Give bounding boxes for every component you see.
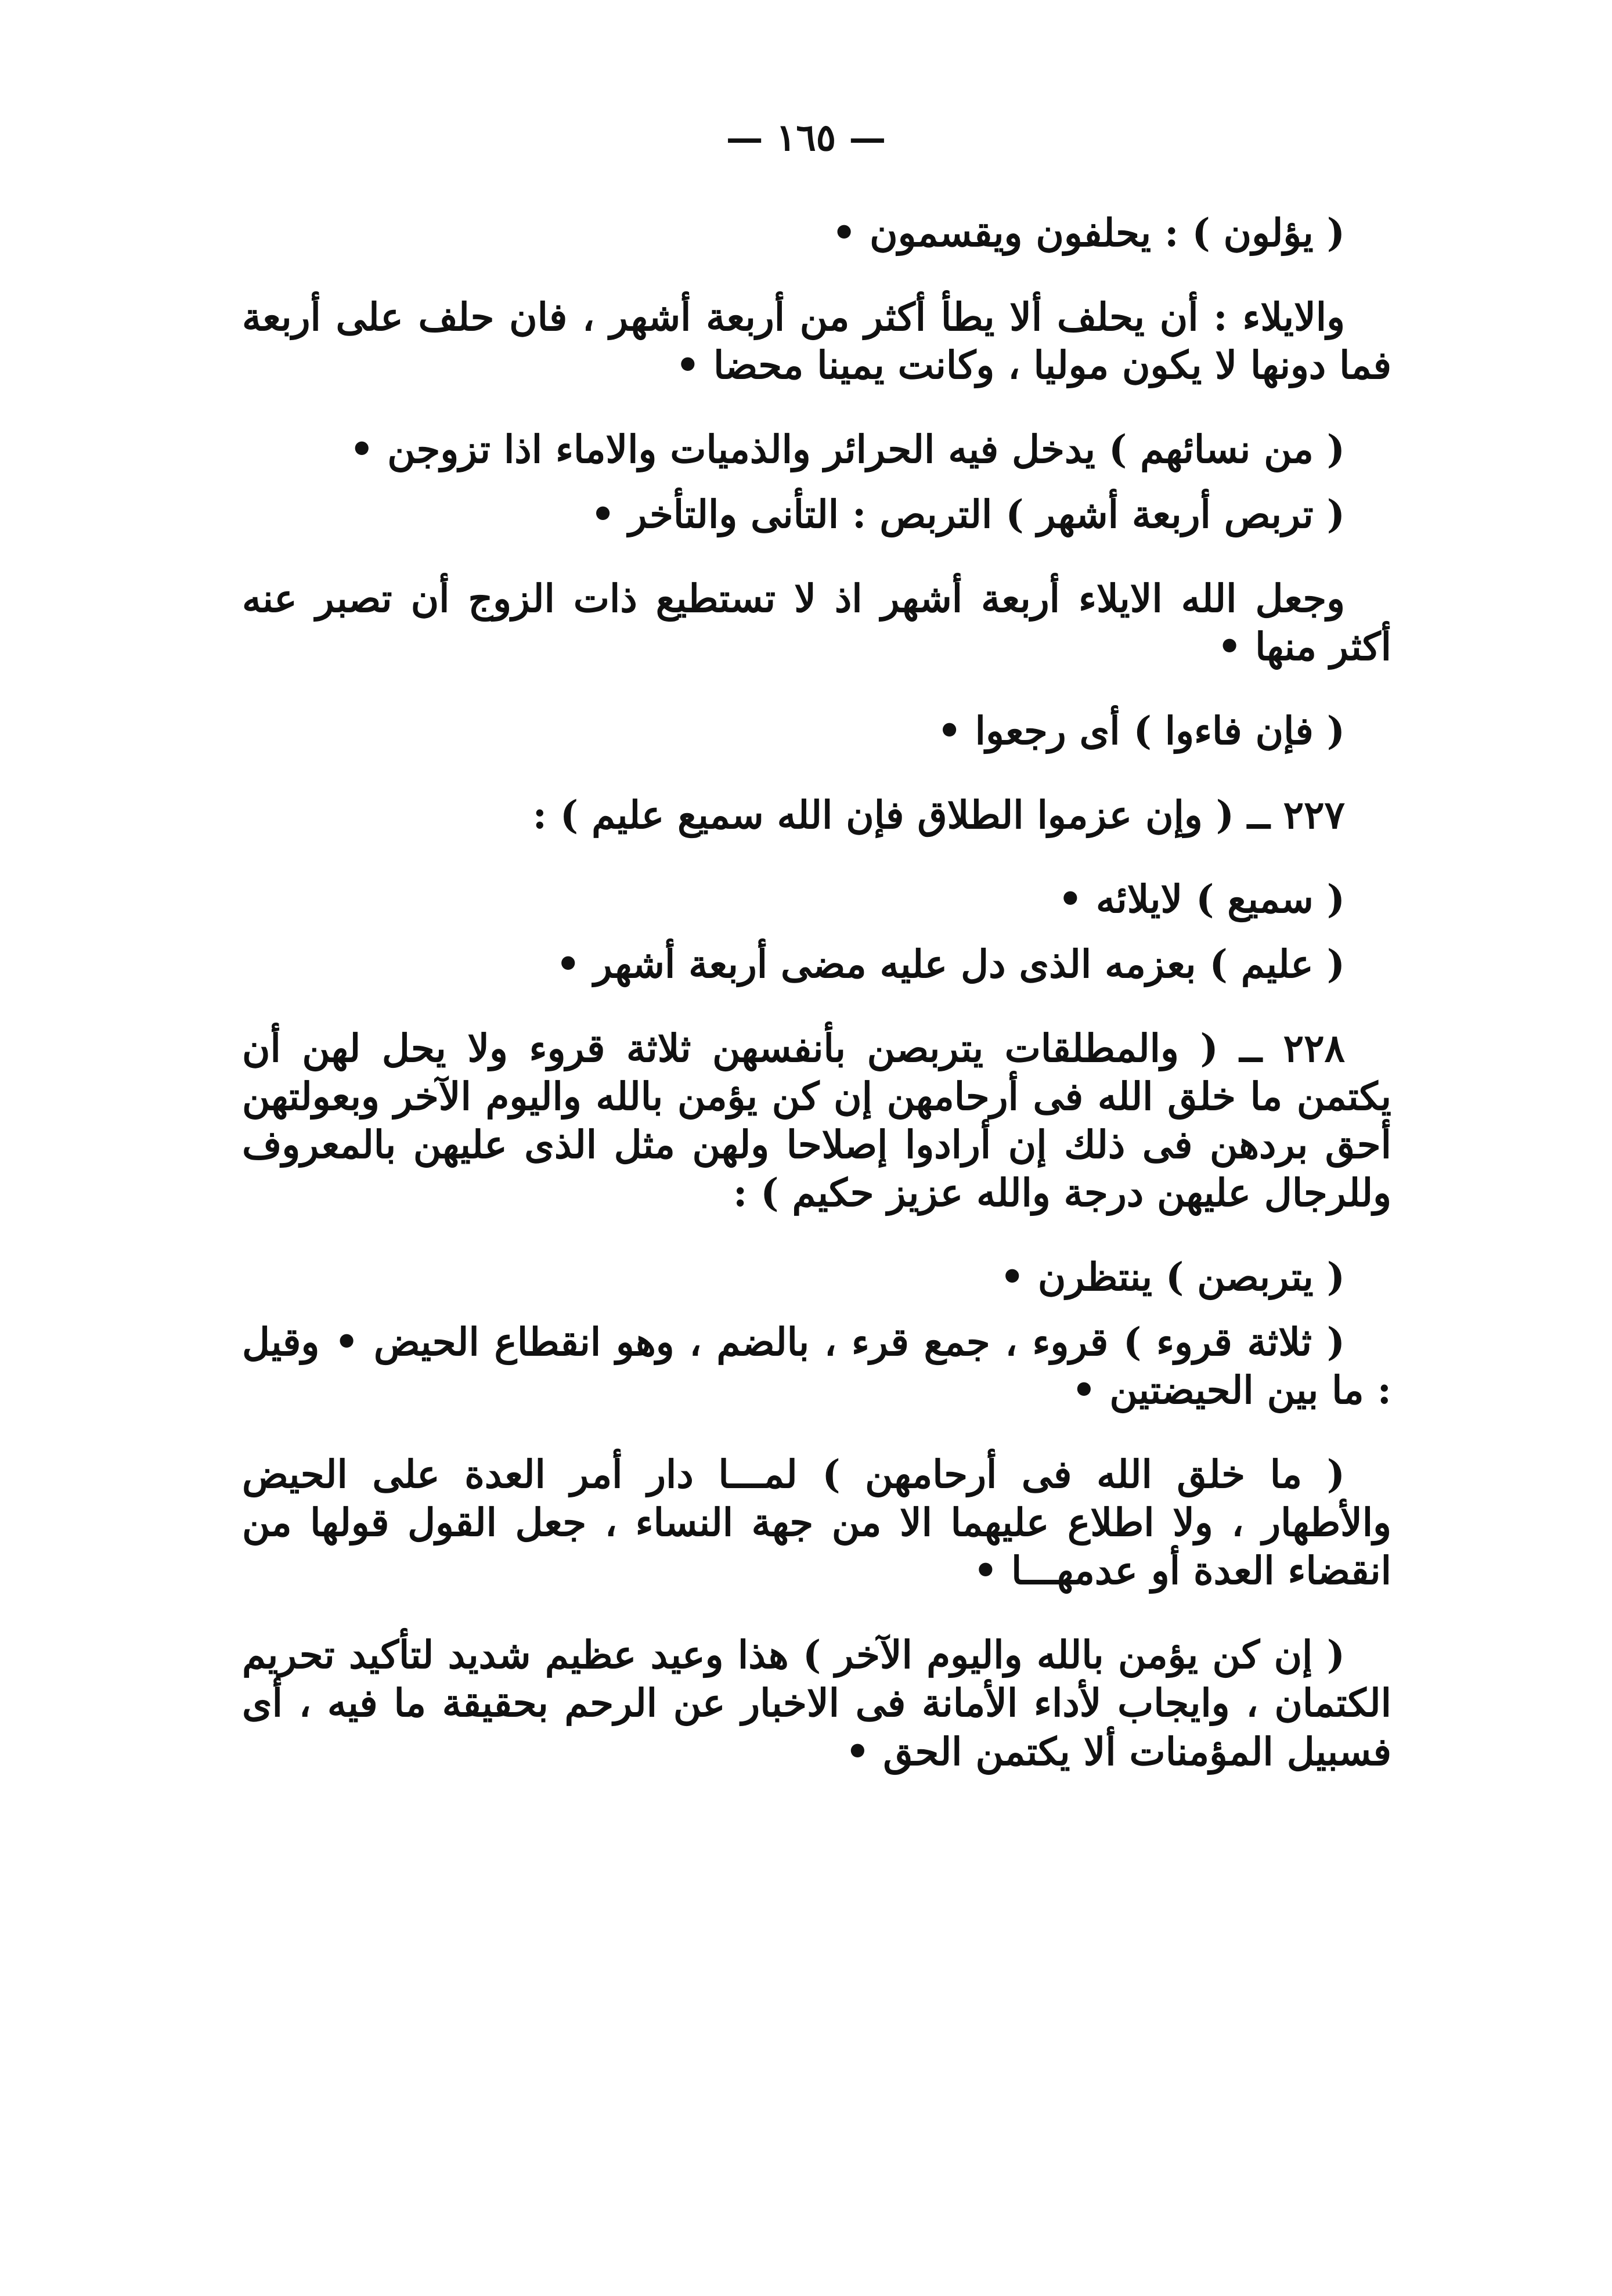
page-body xyxy=(242,209,1391,1812)
paragraph-ma-khalaqa: ( ما خلق الله فى أرحامهن ) لمـــا دار أمر العدة على الحيض والأطهار ، ولا اطلاع عليهما الا من جهة النساء ، جعل القول قولها من انقضاء العدة أو عدمهـــا • xyxy=(242,1451,1391,1594)
paragraph-samee: ( سميع ) لايلائه • xyxy=(1058,876,1345,922)
paragraph-aleem: ( عليم ) بعزمه الذى دل عليه مضى أربعة أشهر • xyxy=(556,941,1345,987)
paragraph-in-kunna: ( إن كن يؤمن بالله واليوم الآخر ) هذا وعيد عظيم شديد لتأكيد تحريم الكتمان ، وايجاب لأداء الأمانة فى الاخبار عن الرحم بحقيقة ما فيه ، أى فسبيل المؤمنات ألا يكتمن الحق • xyxy=(242,1632,1391,1774)
paragraph-verse-227: ٢٢٧ ــ ( وإن عزموا الطلاق فإن الله سميع عليم ) : xyxy=(532,792,1345,838)
paragraph-tarabbus: ( تربص أربعة أشهر ) التربص : التأنى والتأخر • xyxy=(590,491,1345,537)
paragraph-ila-definition: والايلاء : أن يحلف ألا يطأ أكثر من أربعة أشهر ، فان حلف على أربعة فما دونها لا يكون موليا ، وكانت يمينا محضا • xyxy=(242,294,1391,388)
paragraph-min-nisaihim: ( من نسائهم ) يدخل فيه الحرائر والذميات والاماء اذا تزوجن • xyxy=(349,427,1345,472)
paragraph-ila-four-months: وجعل الله الايلاء أربعة أشهر اذ لا تستطيع ذات الزوج أن تصبر عنه أكثر منها • xyxy=(242,575,1391,669)
paragraph-yatarabbasna: ( يتربصن ) ينتظرن • xyxy=(1000,1254,1345,1300)
paragraph-verse-228: ٢٢٨ ــ ( والمطلقات يتربصن بأنفسهن ثلاثة قروء ولا يحل لهن أن يكتمن ما خلق الله فى أرحامهن إن كن يؤمن بالله واليوم الآخر وبعولتهن أحق بردهن فى ذلك إن أرادوا إصلاحا ولهن مثل الذى عليهن بالمعروف وللرجال عليهن درجة والله عزيز حكيم ) : xyxy=(242,1025,1391,1216)
paragraph-fain-faau: ( فإن فاءوا ) أى رجعوا • xyxy=(937,708,1345,754)
page-number: — ١٦٥ — xyxy=(726,116,886,160)
paragraph-yulun: ( يؤلون ) : يحلفون ويقسمون • xyxy=(831,210,1345,255)
paragraph-thalathat-quru: ( ثلاثة قروء ) قروء ، جمع قرء ، بالضم ، وهو انقطاع الحيض • وقيل : ما بين الحيضتين • xyxy=(242,1319,1391,1413)
